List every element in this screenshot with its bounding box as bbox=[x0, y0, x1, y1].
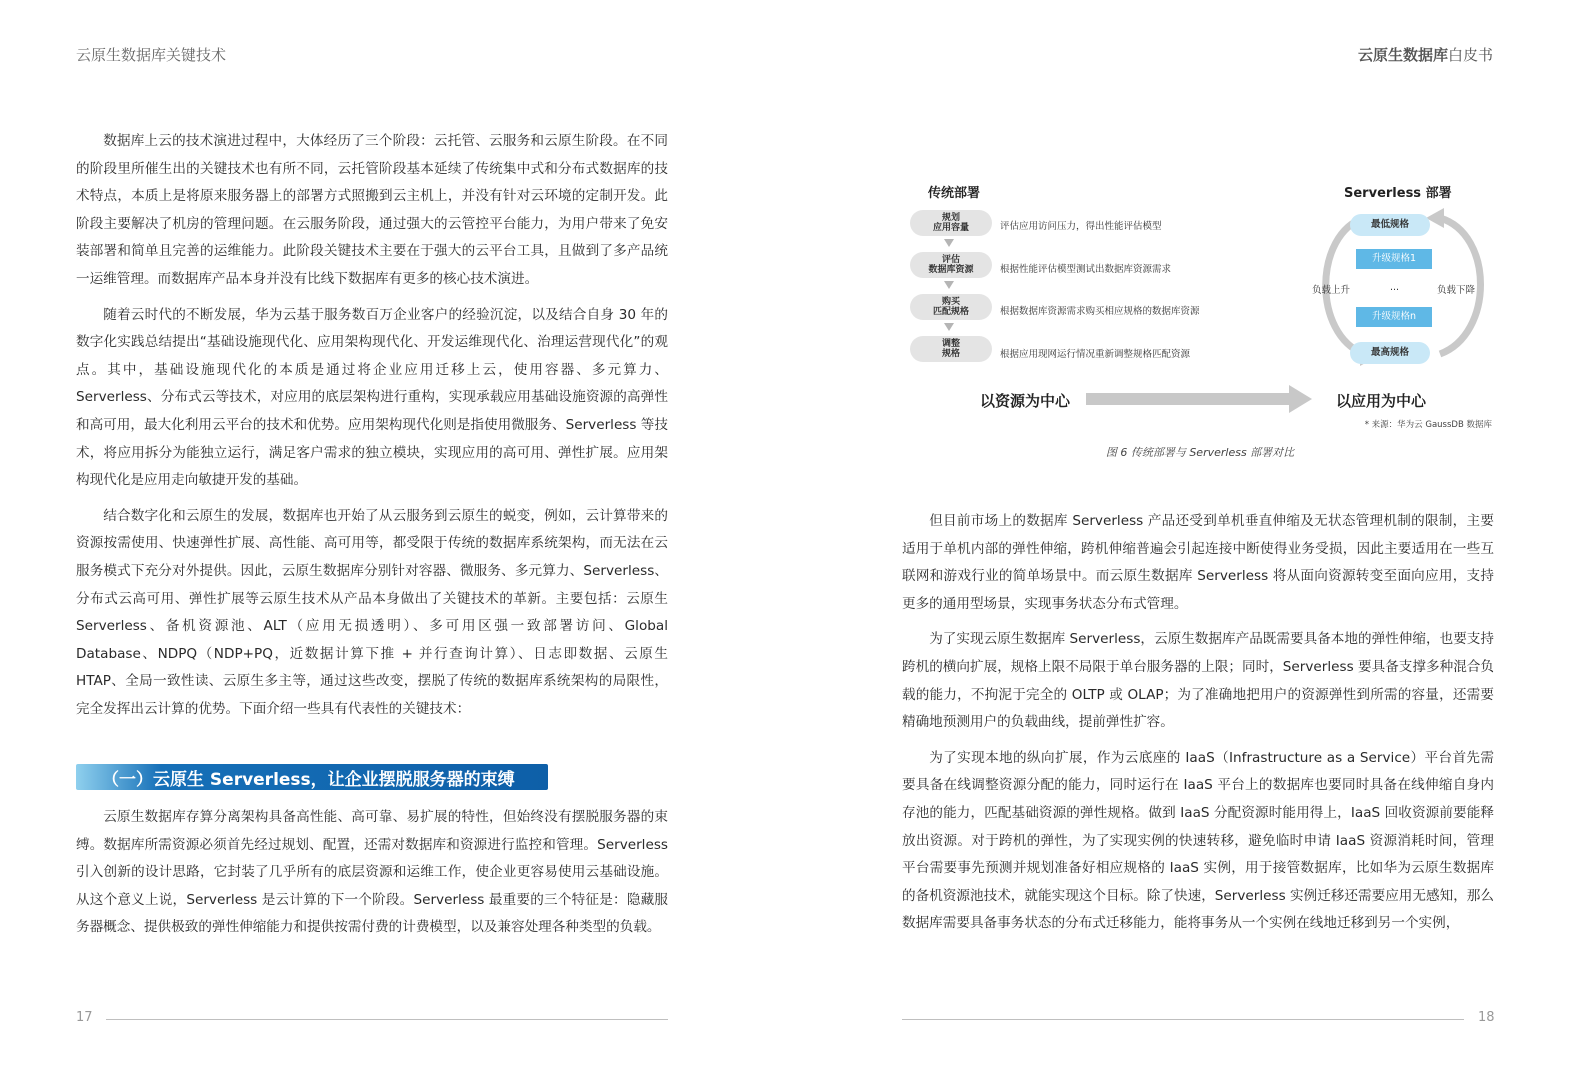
section-heading-text: （一）云原生 Serverless，让企业摆脱服务器的束缚 bbox=[102, 770, 515, 790]
step-label: 规划 bbox=[941, 213, 960, 223]
step-label: 评估 bbox=[941, 255, 960, 265]
right-header-bold: 云原生数据库 bbox=[1357, 46, 1448, 64]
paragraph: 为了实现云原生数据库 Serverless，云原生数据库产品既需要具备本地的弹性伸缩，也要支持跨机的横向扩展，规格上限不局限于单台服务器的上限；同时，Serverless 要具备支撑多种混合负载的能力，不拘泥于完全的 OLTP 或 OLAP；为了准确地把用户的资源弹性到所需的容量，还需要精确地预测用户的负载曲线，提前弹性扩容。 bbox=[902, 631, 1494, 731]
right-running-header bbox=[1358, 44, 1493, 65]
step-label: 购买 bbox=[941, 297, 960, 307]
paragraph: 云原生数据库存算分离架构具备高性能、高可靠、易扩展的特性，但始终没有摆脱服务器的束缚。数据库所需资源必须首先经过规划、配置，还需对数据库和资源进行监控和管理。Serverless 引入创新的设计思路，它封装了几乎所有的底层资源和运维工作，使企业更容易使用云基础设施。从这个意义上说，Serverless 是云计算的下一个阶段。Serverless 最重要的三个特征是：隐藏服务器概念、提供极致的弹性伸缩能力和提供按需付费的计费模型，以及兼容处理各种类型的负载。 bbox=[76, 809, 668, 936]
load-down-label: 负载下降 bbox=[1437, 285, 1476, 296]
paragraph: 但目前市场上的数据库 Serverless 产品还受到单机垂直伸缩及无状态管理机制的限制，主要适用于单机内部的弹性伸缩，跨机伸缩普遍会引起连接中断使得业务受损，因此主要适用在一些互联网和游戏行业的简单场景中。而云原生数据库 Serverless 将从面向资源转变至面向应用，支持更多的通用型场景，实现事务状态分布式管理。 bbox=[902, 513, 1494, 612]
max-spec-pill: 最高规格 bbox=[1350, 342, 1430, 364]
left-page-body bbox=[76, 128, 668, 731]
ellipsis-label: ... bbox=[1390, 282, 1400, 293]
application-centric-label: 以应用为中心 bbox=[1336, 392, 1427, 410]
step-evaluate-resources bbox=[910, 252, 992, 278]
paragraph: 数据库上云的技术演进过程中，大体经历了三个阶段：云托管、云服务和云原生阶段。在不同的阶段里所催生出的关键技术也有所不同，云托管阶段基本延续了传统集中式和分布式数据库的技术特点，本质上是将原来服务器上的部署方式照搬到云主机上，并没有针对云环境的定制开发。此阶段主要解决了机房的管理问题。在云服务阶段，通过强大的云管控平台能力，为用户带来了免安装部署和简单且完善的运维能力。此阶段关键技术主要在于强大的云平台工具，且做到了多产品统一运维管理。而数据库产品本身并没有比线下数据库有更多的核心技术演进。 bbox=[76, 133, 668, 287]
arrow-down-icon bbox=[944, 323, 954, 331]
min-spec-pill: 最低规格 bbox=[1350, 214, 1430, 236]
shift-arrow-shaft bbox=[1086, 393, 1291, 405]
step-label: 规格 bbox=[941, 349, 960, 359]
shift-arrowhead bbox=[1289, 385, 1312, 413]
paragraph: 结合数字化和云原生的发展，数据库也开始了从云服务到云原生的蜕变，例如，云计算带来的资源按需使用、快速弹性扩展、高性能、高可用等，都受限于传统的数据库系统架构，而无法在云服务模式下充分对外提供。因此，云原生数据库分别针对容器、微服务、多元算力、Serverless、分布式云高可用、弹性扩展等云原生技术从产品本身做出了关键技术的革新。主要包括：云原生 Serverless、备机资源池、ALT（应用无损透明）、多可用区强一致部署访问、Global Database、NDPQ（NDP+PQ，近数据计算下推 + 并行查询计算）、日志即数据、云原生 HTAP、全局一致性读、云原生多主等，通过这些改变，摆脱了传统的数据库系统架构的局限性，完全发挥出云计算的优势。下面介绍一些具有代表性的关键技术： bbox=[76, 507, 668, 717]
section-heading bbox=[76, 762, 548, 792]
shift-arrow bbox=[1084, 384, 1316, 414]
step-description: 根据数据库资源需求购买相应规格的数据库资源 bbox=[1000, 306, 1200, 317]
footer-rule-right bbox=[902, 1019, 1464, 1020]
left-page-section-body bbox=[76, 804, 668, 950]
deployment-comparison-figure bbox=[900, 172, 1500, 472]
footer-rule-left bbox=[106, 1019, 668, 1020]
step-adjust-spec bbox=[910, 336, 992, 362]
upgrade-spec-n-box: 升级规格n bbox=[1356, 307, 1432, 327]
right-header-light: 白皮书 bbox=[1447, 46, 1493, 64]
figure-caption: 图 6 传统部署与 Serverless 部署对比 bbox=[1105, 446, 1295, 459]
step-description: 评估应用访问压力，得出性能评估模型 bbox=[1000, 221, 1162, 232]
serverless-deployment-title: Serverless 部署 bbox=[1344, 186, 1452, 201]
left-running-header: 云原生数据库关键技术 bbox=[76, 46, 227, 64]
load-up-label: 负载上升 bbox=[1312, 285, 1351, 296]
step-label: 应用容量 bbox=[932, 223, 969, 233]
arrow-down-icon bbox=[944, 239, 954, 247]
paragraph: 随着云时代的不断发展，华为云基于服务数百万企业客户的经验沉淀，以及结合自身 30 年的数字化实践总结提出“基础设施现代化、应用架构现代化、开发运维现代化、治理运营现代化”的观点。其中，基础设施现代化的本质是通过将企业应用迁移上云，使用容器、多元算力、Serverless、分布式云等技术，对应用的底层架构进行重构，实现承载应用基础设施资源的高弹性和高可用，最大化利用云平台的技术和优势。应用架构现代化则是指使用微服务、Serverless 等技术，将应用拆分为能独立运行，满足客户需求的独立模块，实现应用的高可用、弹性扩展。应用架构现代化是应用走向敏捷开发的基础。 bbox=[76, 306, 668, 489]
step-label: 调整 bbox=[941, 339, 960, 349]
page-number-left: 17 bbox=[76, 1010, 93, 1025]
step-label: 数据库资源 bbox=[928, 265, 974, 275]
page-number-right: 18 bbox=[1478, 1010, 1495, 1025]
upgrade-spec-1-box: 升级规格1 bbox=[1356, 249, 1432, 269]
resource-centric-label: 以资源为中心 bbox=[980, 392, 1071, 410]
figure-source-note: * 来源：华为云 GaussDB 数据库 bbox=[1364, 420, 1492, 430]
step-description: 根据性能评估模型测试出数据库资源需求 bbox=[1000, 264, 1172, 275]
step-label: 匹配规格 bbox=[932, 307, 969, 317]
step-plan-capacity bbox=[910, 210, 992, 236]
arrow-down-icon bbox=[944, 281, 954, 289]
step-description: 根据应用现网运行情况重新调整规格匹配资源 bbox=[1000, 349, 1191, 360]
traditional-deployment-title: 传统部署 bbox=[928, 186, 981, 201]
paragraph: 为了实现本地的纵向扩展，作为云底座的 IaaS（Infrastructure as a Service）平台首先需要具备在线调整资源分配的能力，同时运行在 IaaS 平台上的数据库也要同时具备在线伸缩自身内存池的能力，匹配基础资源的弹性规格。做到 IaaS 分配资源时能用得上，IaaS 回收资源前要能释放出资源。对于跨机的弹性，为了实现实例的快速转移，避免临时申请 IaaS 资源消耗时间，管理平台需要事先预测并规划准备好相应规格的 IaaS 实例，用于接管数据库，比如华为云原生数据库的备机资源池技术，就能实现这个目标。除了快速，Serverless 实例迁移还需要应用无感知，那么数据库需要具备事务状态的分布式迁移能力，能将事务从一个实例在线地迁移到另一个实例， bbox=[902, 749, 1494, 932]
step-buy-spec bbox=[910, 294, 992, 320]
right-page-body bbox=[902, 508, 1494, 946]
